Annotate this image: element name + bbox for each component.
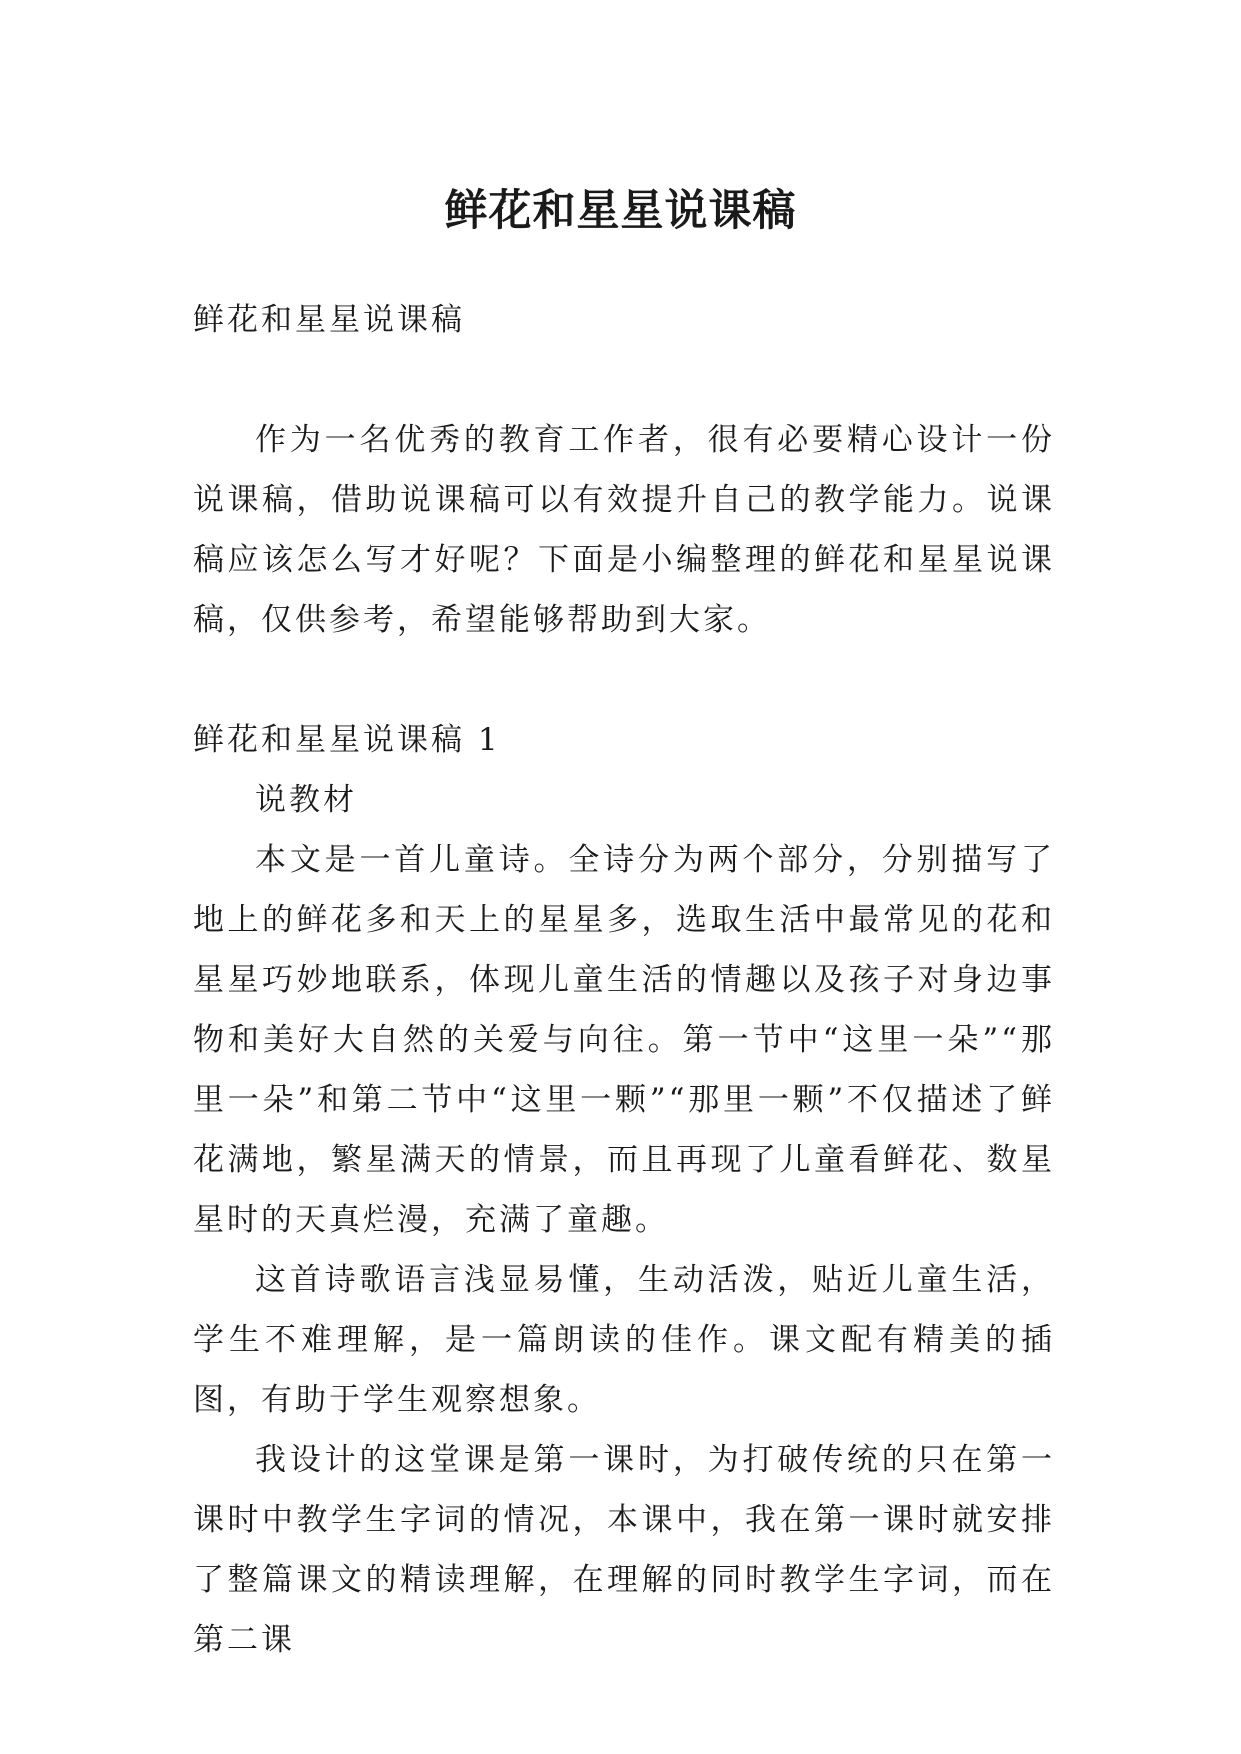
- body-paragraph: 这首诗歌语言浅显易懂，生动活泼，贴近儿童生活，学生不难理解，是一篇朗读的佳作。课文配有精美的插图，有助于学生观察想象。: [193, 1262, 1055, 1418]
- section-heading: 鲜花和星星说课稿 1: [193, 722, 501, 758]
- spacer: [193, 350, 1055, 410]
- body-paragraph: 本文是一首儿童诗。全诗分为两个部分，分别描写了地上的鲜花多和天上的星星多，选取生活中最常见的花和星星巧妙地联系，体现儿童生活的情趣以及孩子对身边事物和美好大自然的关爱与向往。第一节中“这里一朵”“那里一朵”和第二节中“这里一颗”“那里一颗”不仅描述了鲜花满地，繁星满天的情景，而且再现了儿童看鲜花、数星星时的天真烂漫，充满了童趣。: [193, 842, 1055, 1238]
- document-title: 鲜花和星星说课稿: [444, 185, 797, 236]
- document-subtitle: 鲜花和星星说课稿: [193, 302, 465, 338]
- intro-paragraph: 作为一名优秀的教育工作者，很有必要精心设计一份说课稿，借助说课稿可以有效提升自己的教学能力。说课稿应该怎么写才好呢？下面是小编整理的鲜花和星星说课稿，仅供参考，希望能够帮助到大家。: [193, 422, 1055, 638]
- body-paragraph: 我设计的这堂课是第一课时，为打破传统的只在第一课时中教学生字词的情况，本课中，我在第一课时就安排了整篇课文的精读理解，在理解的同时教学生字词，而在第二课: [193, 1442, 1055, 1658]
- sub-heading: 说教材: [255, 782, 357, 818]
- document-body: [193, 290, 1055, 1670]
- spacer: [193, 650, 1055, 710]
